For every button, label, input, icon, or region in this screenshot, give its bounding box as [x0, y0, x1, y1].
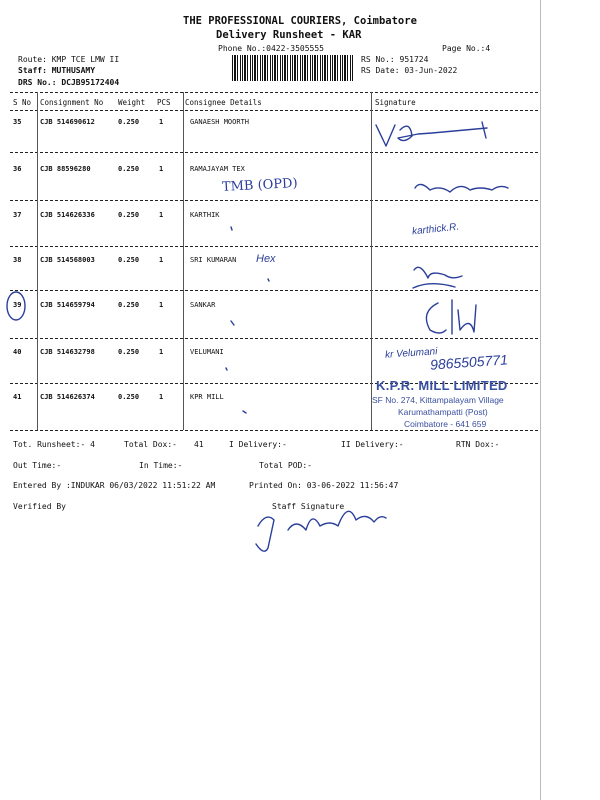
col-header-weight: Weight	[118, 98, 146, 107]
handwritten-phone-row-40: 9865505771	[429, 351, 509, 373]
row-consignment: CJB 514690612	[40, 118, 95, 126]
total-dox-value: 41	[194, 440, 204, 449]
row-sno: 39	[13, 301, 22, 309]
signature-row-35	[376, 122, 487, 146]
signature-row-38	[413, 267, 462, 288]
row-sno: 37	[13, 211, 22, 219]
row-weight: 0.250	[118, 118, 140, 126]
row-consignee: RAMAJAYAM TEX	[190, 165, 245, 173]
company-stamp-name: K.P.R. MILL LIMITED	[376, 378, 508, 393]
rs-date: RS Date: 03-Jun-2022	[361, 66, 458, 75]
circle-mark-39	[7, 292, 25, 320]
row-consignment: CJB 514626374	[40, 393, 95, 401]
row-pcs: 1	[159, 256, 164, 264]
handwritten-signature-row-40: kr Velumani	[384, 346, 438, 361]
row-pcs: 1	[159, 211, 164, 219]
row-consignee: KARTHIK	[190, 211, 220, 219]
rtn-dox: RTN Dox:-	[456, 440, 500, 449]
company-stamp-address: SF No. 274, Kittampalayam Village	[372, 395, 504, 405]
handwritten-note-row-36: TMB (OPD)	[221, 176, 298, 195]
staff-label: Staff: MUTHUSAMY	[18, 66, 96, 75]
row-consignment: CJB 514568003	[40, 256, 95, 264]
row-weight: 0.250	[118, 348, 140, 356]
phone-number: Phone No.:0422-3505555	[218, 44, 324, 53]
company-stamp-city: Coimbatore - 641 659	[404, 419, 487, 429]
row-consignment: CJB 514632798	[40, 348, 95, 356]
col-header-signature: Signature	[375, 98, 416, 107]
printed-on: Printed On: 03-06-2022 11:56:47	[249, 481, 399, 490]
ii-delivery: II Delivery:-	[341, 440, 404, 449]
row-sno: 41	[13, 393, 22, 401]
col-header-pcs: PCS	[157, 98, 171, 107]
row-pcs: 1	[159, 118, 164, 126]
col-header-sno: S No	[13, 98, 32, 107]
row-sno: 36	[13, 165, 22, 173]
i-delivery: I Delivery:-	[229, 440, 287, 449]
row-sno: 35	[13, 118, 22, 126]
row-weight: 0.250	[118, 393, 140, 401]
row-weight: 0.250	[118, 165, 140, 173]
rs-number: RS No.: 951724	[361, 55, 429, 64]
row-consignment: CJB 514659794	[40, 301, 95, 309]
document-title: Delivery Runsheet - KAR	[216, 29, 362, 41]
row-pcs: 1	[159, 348, 164, 356]
in-time: In Time:-	[139, 461, 183, 470]
row-pcs: 1	[159, 393, 164, 401]
row-consignee: GANAESH MOORTH	[190, 118, 250, 126]
row-consignee: SRI KUMARAN	[190, 256, 237, 264]
row-consignee: VELUMANI	[190, 348, 224, 356]
col-header-consignee: Consignee Details	[185, 98, 262, 107]
staff-signature-scribble	[256, 511, 386, 551]
route-label: Route: KMP TCE LMW II	[18, 55, 120, 64]
page-number: Page No.:4	[442, 44, 491, 53]
signature-row-39	[426, 300, 476, 334]
out-time: Out Time:-	[13, 461, 62, 470]
col-header-consignment: Consignment No	[40, 98, 104, 107]
handwritten-signature-row-37: karthick.R.	[411, 221, 460, 238]
entered-by: Entered By :INDUKAR 06/03/2022 11:51:22 AM	[13, 481, 216, 490]
total-runsheet: Tot. Runsheet:- 4	[13, 440, 95, 449]
handwritten-note-row-38: Hex	[256, 253, 276, 265]
row-consignee: KPR MILL	[190, 393, 224, 401]
staff-signature-label: Staff Signature	[272, 502, 345, 511]
company-name: THE PROFESSIONAL COURIERS, Coimbatore	[183, 15, 417, 27]
row-weight: 0.250	[118, 211, 140, 219]
drs-number: DRS No.: DCJB95172404	[18, 78, 120, 87]
row-weight: 0.250	[118, 256, 140, 264]
row-pcs: 1	[159, 301, 164, 309]
signature-row-36	[415, 184, 508, 192]
total-dox-label: Total Dox:-	[124, 440, 177, 449]
row-sno: 40	[13, 348, 22, 356]
verified-by: Verified By	[13, 502, 66, 511]
total-pod: Total POD:-	[259, 461, 312, 470]
row-weight: 0.250	[118, 301, 140, 309]
row-pcs: 1	[159, 165, 164, 173]
company-stamp-locality: Karumathampatti (Post)	[398, 407, 488, 417]
row-consignment: CJB 88596280	[40, 165, 91, 173]
row-sno: 38	[13, 256, 22, 264]
row-consignee: SANKAR	[190, 301, 216, 309]
row-consignment: CJB 514626336	[40, 211, 95, 219]
